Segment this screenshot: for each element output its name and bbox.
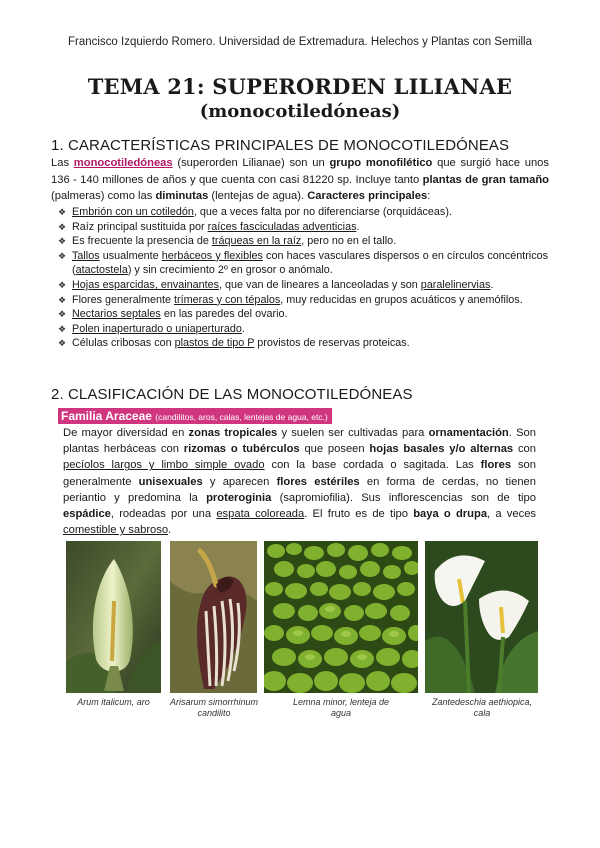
photo-caption: Arum italicum, aro bbox=[77, 697, 150, 707]
characters-list bbox=[58, 205, 548, 351]
araceae-description: De mayor diversidad en zonas tropicales y suelen ser cultivadas para ornamentación. Son plantas herbáceas con rizomas o tubérculos que poseen hojas basales y/o alternas con pecíolos largos y limbo simple ovado con la base cordada o sagitada. Las flores son generalmente unisexuales y aparecen flores estériles en forma de cerdas, no tienen periantio y predomina la proteroginia (sapromiofilia). Sus inflorescencias son de tipo espádice, rodeadas por una espata coloreada. El fruto es de tipo baya o drupa, a veces comestible y sabroso. bbox=[63, 427, 537, 537]
list-item: ❖ Flores generalmente trímeras y con tépalos, muy reducidas en grupos acuáticos y anemófilos. bbox=[58, 293, 523, 306]
diamond-bullet-icon: ❖ bbox=[58, 309, 67, 320]
diamond-bullet-icon: ❖ bbox=[58, 221, 67, 232]
diamond-bullet-icon: ❖ bbox=[58, 294, 67, 305]
diamond-bullet-icon: ❖ bbox=[58, 236, 67, 247]
zantedeschia-aethiopica-photo bbox=[425, 541, 538, 693]
list-item: ❖ Es frecuente la presencia de tráqueas en la raíz, pero no en el tallo. bbox=[58, 235, 397, 248]
list-item: ❖ Hojas esparcidas, envainantes, que van de lineares a lanceoladas y son paralelinervias. bbox=[58, 278, 494, 291]
diamond-bullet-icon: ❖ bbox=[58, 207, 67, 217]
photo-caption: Arisarum simorrhinum candilito bbox=[169, 697, 258, 718]
list-item: ❖ Raíz principal sustituida por raíces fasciculadas adventicias. bbox=[58, 220, 360, 233]
arum-italicum-photo bbox=[66, 541, 161, 693]
list-item: ❖ Tallos usualmente herbáceos y flexibles con haces vasculares dispersos o en círculos concéntricos (atactostela) y sin crecimiento 2º en grosor o anómalo. bbox=[58, 249, 548, 277]
family-note: (candilitos, aros, calas, lentejas de agua, etc.) bbox=[155, 412, 328, 422]
photo-caption: Lemna minor, lenteja de agua bbox=[292, 697, 390, 718]
diamond-bullet-icon: ❖ bbox=[58, 250, 67, 261]
section-2-heading: 2. CLASIFICACIÓN DE LAS MONOCOTILEDÓNEAS bbox=[51, 386, 413, 403]
list-item: ❖ Polen inaperturado o uniaperturado. bbox=[58, 322, 245, 335]
section-1-heading: 1. CARACTERÍSTICAS PRINCIPALES DE MONOCOTILEDÓNEAS bbox=[51, 137, 510, 154]
diamond-bullet-icon: ❖ bbox=[58, 338, 67, 349]
family-tag bbox=[58, 408, 332, 424]
term-monocotiledoneas: monocotiledóneas bbox=[73, 157, 173, 169]
page-subtitle: (monocotiledóneas) bbox=[199, 101, 401, 122]
photo-caption: Zantedeschia aethiopica, cala bbox=[431, 697, 533, 718]
diamond-bullet-icon: ❖ bbox=[58, 279, 67, 290]
lemna-minor-photo bbox=[264, 541, 418, 693]
diamond-bullet-icon: ❖ bbox=[58, 323, 67, 334]
page-title: TEMA 21: SUPERORDEN LILIANAE bbox=[87, 74, 513, 99]
family-name: Familia Araceae bbox=[61, 409, 152, 423]
arisarum-simorrhinum-photo bbox=[170, 541, 257, 693]
list-item: ❖ Nectarios septales en las paredes del ovario. bbox=[58, 308, 288, 321]
list-item: ❖ Embrión con un cotiledón, que a veces falta por no diferenciarse (orquidáceas). bbox=[58, 206, 452, 218]
section-1-intro: Las monocotiledóneas (superorden Lilianae) son un grupo monofilético que surgió hace unos 136 - 140 millones de años y que cuenta con casi 81220 sp. Incluye tanto plantas de gran tamaño (palmeras) como las diminutas (lentejas de agua). Caracteres principales: bbox=[51, 157, 549, 202]
list-item: ❖ Células cribosas con plastos de tipo P provistos de reservas proteicas. bbox=[58, 337, 410, 350]
page-header: Francisco Izquierdo Romero. Universidad de Extremadura. Helechos y Plantas con Semilla bbox=[67, 36, 533, 48]
